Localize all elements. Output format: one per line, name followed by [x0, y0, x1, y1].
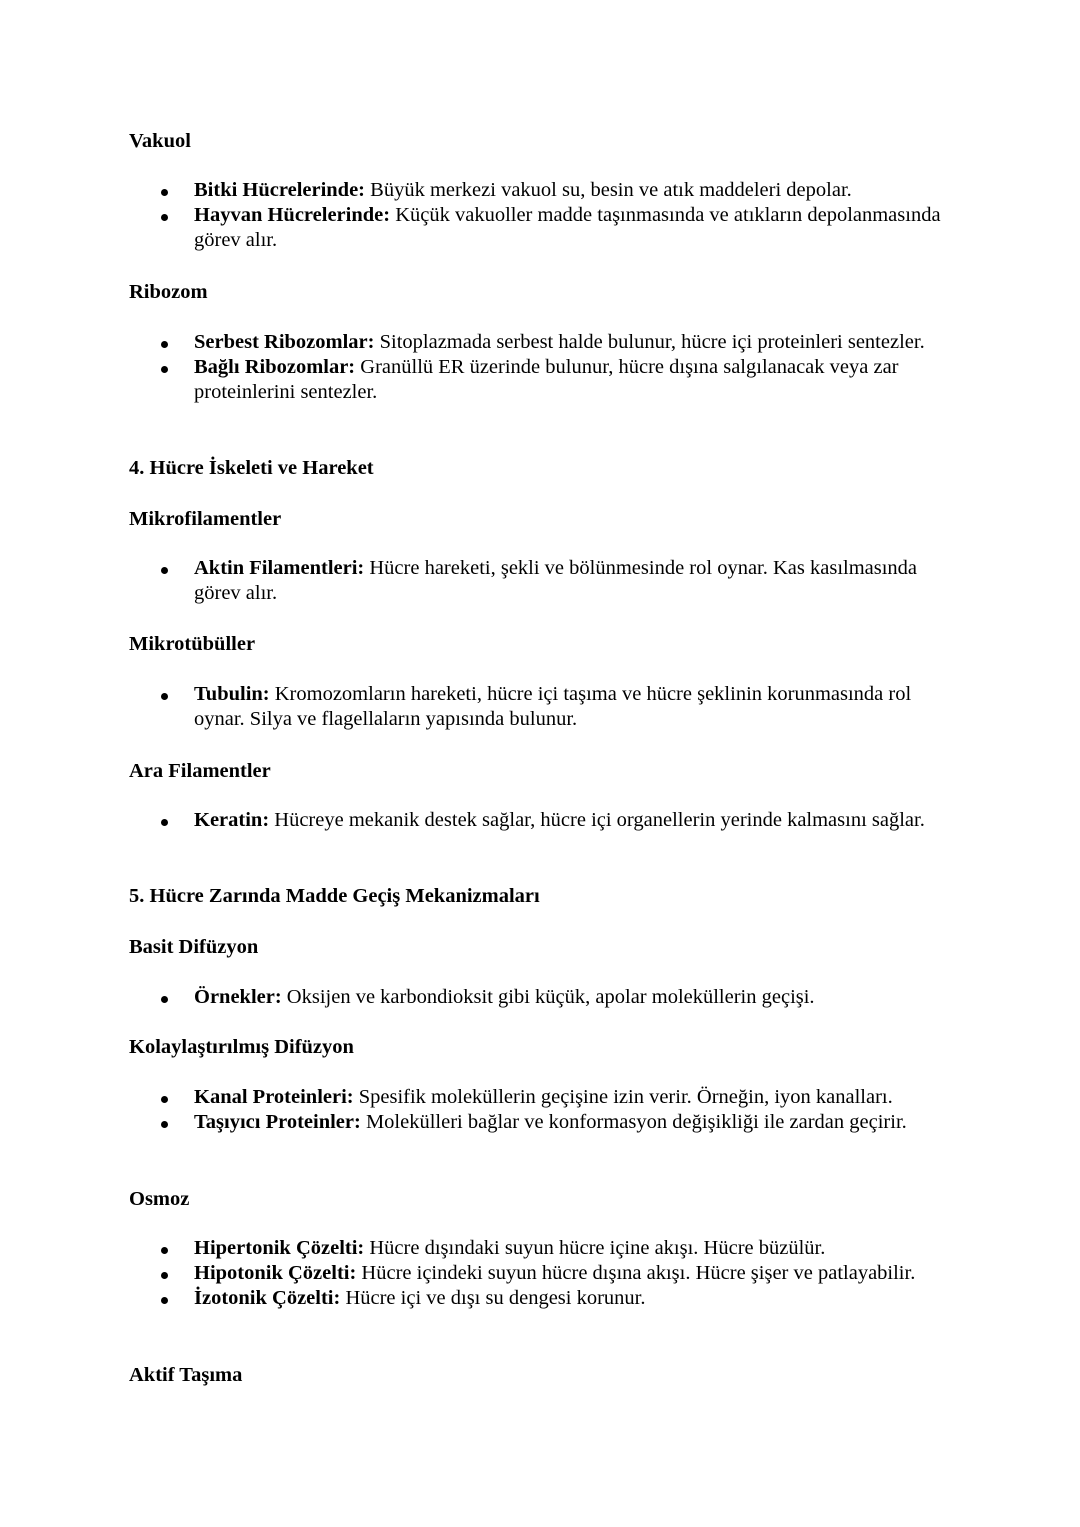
bullet-icon — [161, 1121, 168, 1128]
bullet-list-vakuol — [0, 178, 954, 253]
list-item — [0, 355, 954, 405]
bullet-list-kolaylastirilmis-difuzyon — [0, 1085, 954, 1135]
section-heading-mikrofilamentler: Mikrofilamentler — [129, 508, 282, 530]
bullet-list-mikrofilamentler — [0, 556, 954, 606]
section-heading-vakuol: Vakuol — [129, 130, 191, 152]
item-term: Keratin: — [194, 809, 270, 831]
item-text: Sitoplazmada serbest halde bulunur, hücre içi proteinleri sentezler. — [374, 331, 925, 353]
list-item — [0, 1236, 954, 1261]
item-term: Serbest Ribozomlar: — [194, 331, 375, 353]
bullet-icon — [161, 366, 168, 373]
bullet-icon — [161, 567, 168, 574]
list-item — [0, 1110, 954, 1135]
item-text: Hücre hareketi, şekli ve bölünmesinde rol oynar. Kas kasılmasında görev alır. — [194, 557, 918, 604]
list-item — [0, 1085, 954, 1110]
item-text: Spesifik moleküllerin geçişine izin verir. Örneğin, iyon kanalları. — [353, 1086, 893, 1108]
item-text: Hücre içindeki suyun hücre dışına akışı. Hücre şişer ve patlayabilir. — [356, 1262, 916, 1284]
list-item — [0, 682, 954, 732]
list-item — [0, 203, 954, 253]
bullet-list-ara-filamentler — [0, 808, 954, 833]
bullet-list-mikrotubuller — [0, 682, 954, 732]
list-item — [0, 556, 954, 606]
item-text: Büyük merkezi vakuol su, besin ve atık maddeleri depolar. — [365, 179, 852, 201]
item-term: İzotonik Çözelti: — [194, 1287, 341, 1309]
bullet-list-osmoz — [0, 1236, 954, 1311]
section-heading-aktif-tasima: Aktif Taşıma — [129, 1364, 243, 1386]
item-text: Granüllü ER üzerinde bulunur, hücre dışına salgılanacak veya zar proteinlerini sentezler. — [194, 356, 899, 403]
bullet-list-basit-difuzyon — [0, 985, 954, 1010]
list-item — [0, 178, 954, 203]
item-term: Hayvan Hücrelerinde: — [194, 204, 391, 226]
item-text: Molekülleri bağlar ve konformasyon değişikliği ile zardan geçirir. — [360, 1111, 907, 1133]
list-item — [0, 808, 954, 833]
bullet-icon — [161, 1247, 168, 1254]
list-item — [0, 330, 954, 355]
section-heading-basit-difuzyon: Basit Difüzyon — [129, 936, 259, 958]
item-text: Kromozomların hareketi, hücre içi taşıma ve hücre şeklinin korunmasında rol oynar. Silya ve flagellaların yapısında bulunur. — [194, 683, 912, 730]
list-item — [0, 985, 954, 1010]
item-term: Hipotonik Çözelti: — [194, 1262, 357, 1284]
bullet-icon — [161, 189, 168, 196]
bullet-icon — [161, 1297, 168, 1304]
bullet-icon — [161, 341, 168, 348]
section-heading-ara-filamentler: Ara Filamentler — [129, 760, 271, 782]
item-text: Hücre içi ve dışı su dengesi korunur. — [340, 1287, 646, 1309]
bullet-icon — [161, 214, 168, 221]
item-term: Örnekler: — [194, 986, 282, 1008]
bullet-icon — [161, 1272, 168, 1279]
item-term: Hipertonik Çözelti: — [194, 1237, 365, 1259]
item-term: Aktin Filamentleri: — [194, 557, 365, 579]
item-term: Kanal Proteinleri: — [194, 1086, 354, 1108]
item-text: Hücreye mekanik destek sağlar, hücre içi organellerin yerinde kalmasını sağlar. — [269, 809, 925, 831]
list-item — [0, 1261, 954, 1286]
bullet-icon — [161, 1096, 168, 1103]
item-text: Küçük vakuoller madde taşınmasında ve atıkların depolanmasında görev alır. — [194, 204, 941, 251]
item-text: Oksijen ve karbondioksit gibi küçük, apolar moleküllerin geçişi. — [281, 986, 815, 1008]
section-heading-hucre-iskeleti: 4. Hücre İskeleti ve Hareket — [129, 457, 374, 479]
bullet-list-ribozom — [0, 330, 954, 405]
bullet-icon — [161, 693, 168, 700]
section-heading-mikrotubuller: Mikrotübüller — [129, 633, 256, 655]
item-term: Bitki Hücrelerinde: — [194, 179, 366, 201]
item-text: Hücre dışındaki suyun hücre içine akışı. Hücre büzülür. — [364, 1237, 826, 1259]
bullet-icon — [161, 996, 168, 1003]
item-term: Tubulin: — [194, 683, 270, 705]
bullet-icon — [161, 819, 168, 826]
section-heading-ribozom: Ribozom — [129, 281, 208, 303]
list-item — [0, 1286, 954, 1311]
item-term: Taşıyıcı Proteinler: — [194, 1111, 361, 1133]
item-term: Bağlı Ribozomlar: — [194, 356, 356, 378]
section-heading-kolaylastirilmis-difuzyon: Kolaylaştırılmış Difüzyon — [129, 1036, 354, 1058]
section-heading-osmoz: Osmoz — [129, 1188, 190, 1210]
section-heading-madde-gecis: 5. Hücre Zarında Madde Geçiş Mekanizmaları — [129, 885, 540, 907]
